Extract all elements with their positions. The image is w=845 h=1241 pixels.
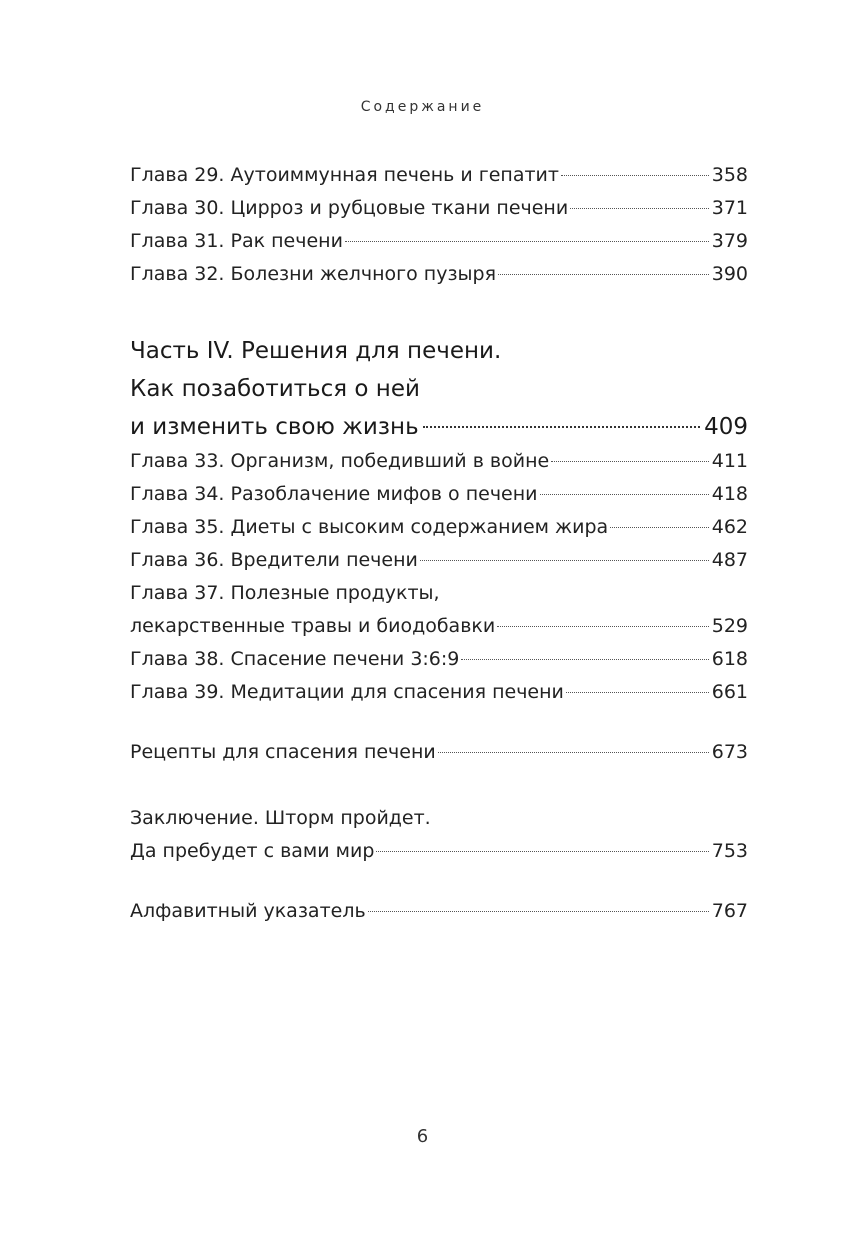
toc-index: [130, 895, 748, 928]
toc-entry-page: 487: [711, 549, 748, 571]
part-heading[interactable]: [130, 332, 748, 446]
toc-entry[interactable]: [130, 258, 748, 291]
toc-entry-page: 418: [711, 483, 748, 505]
toc-entry-page: 661: [711, 681, 748, 703]
dot-leader: [570, 208, 709, 209]
toc-entry-page: 767: [711, 900, 748, 922]
dot-leader: [376, 851, 708, 852]
toc-entry-title-line-1[interactable]: Заключение. Шторм пройдет.: [130, 807, 431, 829]
toc-entry-title: Глава 29. Аутоиммунная печень и гепатит: [130, 164, 559, 186]
toc-entry-title-line-1[interactable]: Глава 37. Полезные продукты,: [130, 582, 440, 604]
page-number: 6: [416, 1126, 429, 1147]
part-title-line-3-row: [130, 408, 748, 446]
toc-entry-title: Глава 36. Вредители печени: [130, 549, 418, 571]
toc-entry-title: Глава 35. Диеты с высоким содержанием жира: [130, 516, 609, 538]
toc-recipes: [130, 736, 748, 769]
dot-leader: [368, 911, 709, 912]
dot-leader: [461, 659, 708, 660]
dot-leader: [497, 626, 709, 627]
toc-entry-page: 371: [711, 197, 748, 219]
dot-leader: [610, 527, 709, 528]
toc-group-2: [130, 445, 748, 709]
toc-entry[interactable]: [130, 159, 748, 192]
toc-entry-title: Глава 39. Медитации для спасения печени: [130, 681, 564, 703]
toc-entry-title-line-2: лекарственные травы и биодобавки: [130, 615, 496, 637]
toc-entry[interactable]: [130, 736, 748, 769]
toc-entry-page: 390: [711, 263, 748, 285]
toc-entry-page: 529: [711, 615, 748, 637]
toc-entry[interactable]: [130, 835, 748, 868]
dot-leader: [566, 692, 709, 693]
toc-entry-page: 379: [711, 230, 748, 252]
toc-entry[interactable]: [130, 895, 748, 928]
toc-entry-page: 618: [711, 648, 748, 670]
part-page: 409: [704, 414, 748, 440]
toc-entry-title-line-2: Да пребудет с вами мир: [130, 840, 375, 862]
toc-entry[interactable]: [130, 192, 748, 225]
dot-leader: [540, 494, 709, 495]
toc-entry-title: Глава 31. Рак печени: [130, 230, 343, 252]
part-title-line-2: Как позаботиться о ней: [130, 376, 420, 402]
dot-leader: [498, 274, 709, 275]
toc-entry-page: 411: [711, 450, 748, 472]
dot-leader: [423, 426, 700, 428]
toc-entry-title: Глава 38. Спасение печени 3:6:9: [130, 648, 460, 670]
toc-entry[interactable]: [130, 544, 748, 577]
toc-entry-title: Рецепты для спасения печени: [130, 741, 436, 763]
dot-leader: [561, 175, 709, 176]
toc-entry-title: Глава 34. Разоблачение мифов о печени: [130, 483, 538, 505]
dot-leader: [420, 560, 709, 561]
toc-entry-page: 462: [711, 516, 748, 538]
running-head: Содержание: [360, 99, 485, 115]
dot-leader: [438, 752, 709, 753]
toc-entry-page: 673: [711, 741, 748, 763]
toc-entry[interactable]: [130, 511, 748, 544]
toc-entry[interactable]: [130, 445, 748, 478]
toc-entry-page: 358: [711, 164, 748, 186]
toc-entry[interactable]: [130, 225, 748, 258]
toc-entry-title: Глава 32. Болезни желчного пузыря: [130, 263, 497, 285]
toc-entry-title: Алфавитный указатель: [130, 900, 366, 922]
toc-entry-title: Глава 30. Цирроз и рубцовые ткани печени: [130, 197, 569, 219]
part-title-line-3: и изменить свою жизнь: [130, 414, 419, 440]
dot-leader: [551, 461, 709, 462]
toc-entry-title: Глава 33. Организм, победивший в войне: [130, 450, 550, 472]
part-title-line-1: Часть IV. Решения для печени.: [130, 338, 502, 364]
toc-entry[interactable]: [130, 610, 748, 643]
toc-entry[interactable]: [130, 676, 748, 709]
toc-entry[interactable]: [130, 643, 748, 676]
toc-entry-page: 753: [711, 840, 748, 862]
toc-conclusion: [130, 802, 748, 868]
toc-group-1: [130, 159, 748, 291]
dot-leader: [345, 241, 709, 242]
toc-entry[interactable]: [130, 478, 748, 511]
